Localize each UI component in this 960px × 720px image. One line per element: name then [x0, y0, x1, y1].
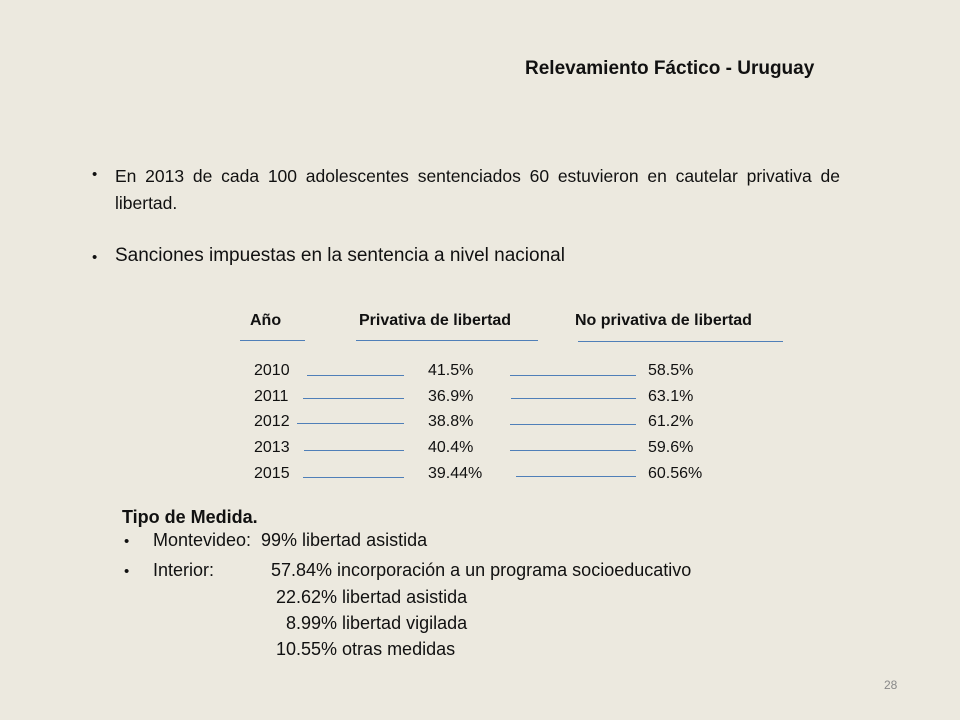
montevideo-value: 99% libertad asistida	[261, 530, 428, 550]
cell-privativa: 40.4%	[428, 439, 474, 456]
interior-item: 57.84% incorporación a un programa socioeducativo	[271, 560, 692, 580]
row-connector	[516, 476, 636, 477]
bullet-icon: •	[92, 166, 98, 183]
row-connector	[510, 424, 636, 425]
row-connector	[303, 477, 404, 478]
bullet-text-cautelar: En 2013 de cada 100 adolescentes sentenciados 60 estuvieron en cautelar privativa de libertad.	[115, 166, 840, 213]
header-no-privativa: No privativa de libertad	[575, 312, 752, 329]
cell-no-privativa: 59.6%	[648, 439, 694, 456]
interior-item: 22.62% libertad asistida	[276, 587, 468, 607]
bullet-icon: •	[124, 563, 130, 580]
cell-no-privativa: 60.56%	[648, 465, 703, 482]
header-year: Año	[250, 312, 282, 329]
row-connector	[510, 375, 636, 376]
cell-year: 2015	[254, 465, 290, 482]
cell-year: 2011	[254, 388, 289, 405]
cell-year: 2012	[254, 413, 290, 430]
cell-privativa: 36.9%	[428, 388, 474, 405]
cell-no-privativa: 61.2%	[648, 413, 694, 430]
bullet-icon: •	[92, 249, 98, 266]
cell-no-privativa: 58.5%	[648, 362, 694, 379]
tipo-medida-title: Tipo de Medida.	[122, 507, 258, 527]
cell-privativa: 39.44%	[428, 465, 483, 482]
header-divider	[240, 340, 305, 341]
interior-item: 8.99% libertad vigilada	[286, 613, 468, 633]
row-connector	[510, 450, 636, 451]
row-connector	[297, 423, 404, 424]
interior-item: 10.55% otras medidas	[276, 639, 456, 659]
row-connector	[511, 398, 636, 399]
row-connector	[304, 450, 404, 451]
bullet-text-sanciones: Sanciones impuestas en la sentencia a nivel nacional	[115, 245, 565, 266]
cell-privativa: 38.8%	[428, 413, 474, 430]
cell-privativa: 41.5%	[428, 362, 474, 379]
slide-title: Relevamiento Fáctico - Uruguay	[525, 58, 815, 79]
cell-year: 2013	[254, 439, 290, 456]
header-divider	[578, 341, 783, 342]
header-divider	[356, 340, 538, 341]
bullet-icon: •	[124, 533, 130, 550]
interior-label: Interior:	[153, 560, 215, 580]
header-privativa: Privativa de libertad	[359, 312, 512, 329]
row-connector	[307, 375, 404, 376]
cell-year: 2010	[254, 362, 290, 379]
row-connector	[303, 398, 404, 399]
cell-no-privativa: 63.1%	[648, 388, 694, 405]
montevideo-label: Montevideo:	[153, 530, 252, 550]
page-number: 28	[884, 678, 898, 692]
